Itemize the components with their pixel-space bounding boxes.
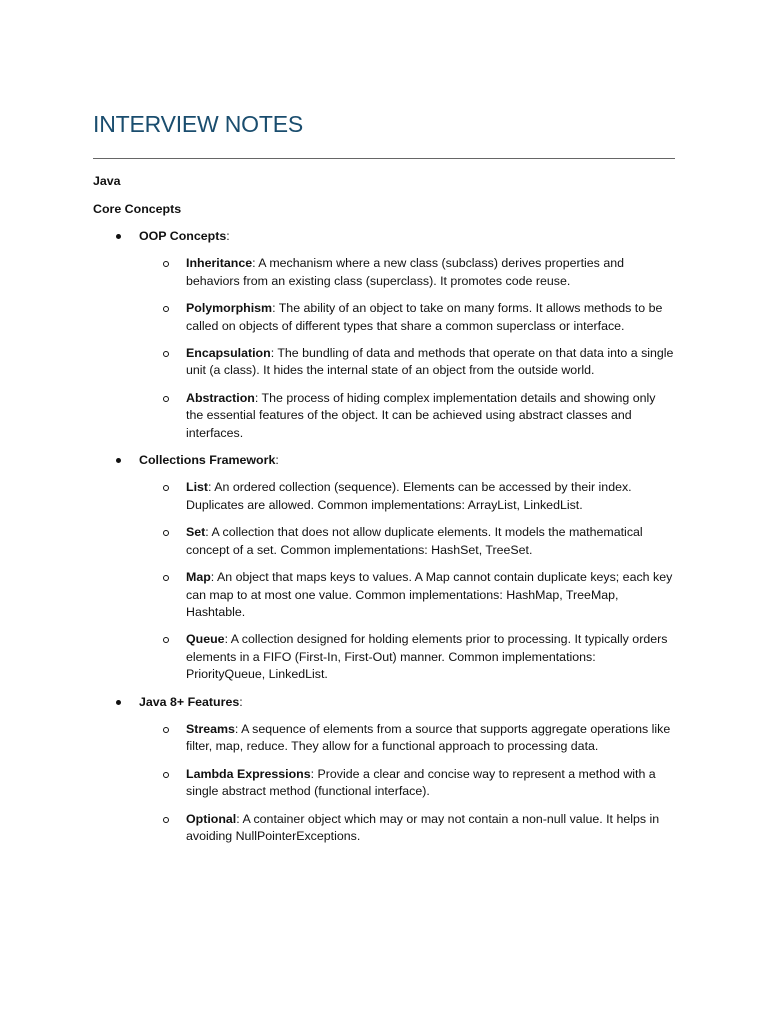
definition: : The ability of an object to take on many forms. It allows methods to be called on objects of different types that share a common superclass or interface. [186,301,663,333]
bullet-disc-icon [116,234,121,239]
list-item [93,300,675,335]
list-item [93,255,675,290]
list-item [93,390,675,442]
definition: : A mechanism where a new class (subclass) derives properties and behaviors from an existing class (superclass). It promotes code reuse. [186,256,624,288]
list-item [93,345,675,380]
bullet-circle-icon [163,485,169,491]
term: Lambda Expressions [186,766,311,781]
topic-list [93,228,675,855]
bullet-circle-icon [163,261,169,267]
topic-colon: : [239,694,243,709]
bullet-disc-icon [116,700,121,705]
subsection-heading: Core Concepts [93,202,182,216]
topic-item-collections [93,452,675,683]
term: List [186,480,209,495]
bullet-circle-icon [163,396,169,402]
term: Polymorphism [186,301,273,316]
definition: : A container object which may or may not contain a non-null value. It helps in avoiding NullPointerExceptions. [186,811,660,843]
bullet-circle-icon [163,351,169,357]
term: Queue [186,632,225,647]
title-divider [93,158,675,159]
page-title: INTERVIEW NOTES [93,111,303,137]
list-item [93,569,675,621]
term: Streams [186,721,235,736]
bullet-circle-icon [163,530,169,536]
term: Map [186,570,211,585]
definition: : A sequence of elements from a source that supports aggregate operations like filter, map, reduce. They allow for a functional approach to processing data. [186,721,671,754]
topic-item-oop [93,228,675,442]
topic-label: OOP Concepts [139,229,227,243]
subtopic-list [93,255,675,442]
bullet-circle-icon [163,575,169,581]
topic-label: Collections Framework [139,453,276,468]
term: Abstraction [186,390,255,405]
term: Inheritance [186,256,253,271]
bullet-circle-icon [163,727,169,733]
definition: : An object that maps keys to values. A Map cannot contain duplicate keys; each key can map to at most one value. Common implementations: HashMap, TreeMap, Hashtable. [186,570,673,619]
term: Encapsulation [186,346,271,361]
list-item [93,479,675,514]
definition: : An ordered collection (sequence). Elements can be accessed by their index. Duplicates are allowed. Common implementations: ArrayList, LinkedList. [186,480,632,512]
bullet-circle-icon [163,637,169,643]
list-item [93,631,675,683]
bullet-disc-icon [116,458,121,463]
definition: : A collection designed for holding elements prior to processing. It typically orders elements in a FIFO (First-In, First-Out) manner. Common implementations: PriorityQueue, LinkedList. [186,632,668,682]
subtopic-list [93,479,675,683]
definition: : The process of hiding complex implementation details and showing only the essential features of the object. It can be achieved using abstract classes and interfaces. [186,390,656,440]
topic-colon: : [226,229,230,243]
bullet-circle-icon [163,817,169,823]
section-heading: Java [93,174,121,188]
topic-label: Java 8+ Features [139,694,240,709]
list-item [93,524,675,559]
topic-item-java8 [93,694,675,846]
definition: : The bundling of data and methods that operate on that data into a single unit (a class). It hides the internal state of an object from the outside world. [186,346,674,378]
definition: : A collection that does not allow duplicate elements. It models the mathematical concept of a set. Common implementations: HashSet, TreeSet. [186,525,643,557]
list-item [93,766,675,801]
subtopic-list [93,721,675,845]
term: Set [186,525,206,540]
list-item [93,721,675,756]
bullet-circle-icon [163,772,169,778]
bullet-circle-icon [163,306,169,312]
list-item [93,811,675,846]
term: Optional [186,811,237,826]
topic-colon: : [275,453,279,468]
definition: : Provide a clear and concise way to represent a method with a single abstract method (functional interface). [186,766,656,799]
